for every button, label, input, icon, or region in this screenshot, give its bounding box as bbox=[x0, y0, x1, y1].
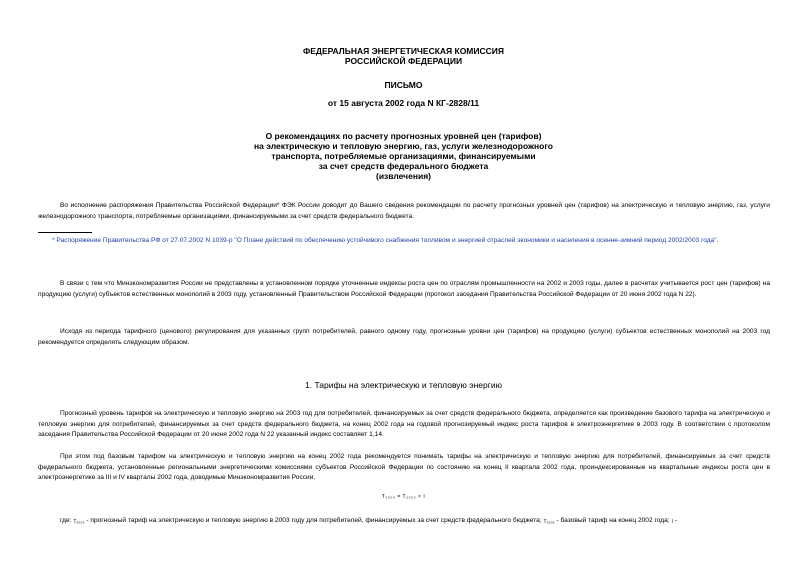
legend-prefix: где: bbox=[60, 517, 72, 524]
title-line-2: на электрическую и тепловую энергию, газ, услуги железнодорожного bbox=[253, 141, 553, 151]
document-title bbox=[0, 131, 807, 181]
title-line-4: за счет средств федерального бюджета bbox=[318, 161, 489, 171]
footnote[interactable] bbox=[38, 236, 770, 247]
legend-item-forecast: - прогнозный тариф на электрическую и тепловую энергию в 2003 году для потребителей, финансируемых за счет средств федерального бюджета; bbox=[86, 517, 542, 524]
legend-item-index: - bbox=[674, 517, 677, 524]
formula-symbol-icon: T₂₀₀₂ bbox=[543, 519, 555, 525]
organization-name bbox=[0, 46, 807, 66]
tariff-formula: T₂₀₀₃ = T₂₀₀₂ × I bbox=[381, 494, 426, 500]
org-line-2: РОССИЙСКОЙ ФЕДЕРАЦИИ bbox=[344, 56, 463, 66]
paragraph-indices: В связи с тем что Минэкономразвития России не представлены в установленном порядке уточненные индексы роста цен по отраслям промышленности на 2002 и 2003 годы, далее в расчетах учитывается рост цен (тарифов) на продукцию (услуги) субъектов естественных монополий в 2003 году, установленный Правительством Российской Федерации (протокол заседания Правительства Российской Федерации от 20 июня 2002 года N 22). bbox=[38, 280, 770, 298]
paragraph-intro: Во исполнение распоряжения Правительства Российской Федерации* ФЭК России доводит до Вашего сведения рекомендации по расчету прогнозных уровней цен (тарифов) на электрическую и тепловую энергию, газ, услуги железнодорожного транспорта, потребляемые организациями, финансируемыми за счет средств федерального бюджета. bbox=[38, 202, 770, 220]
title-line-1: О рекомендациях по расчету прогнозных уровней цен (тарифов) bbox=[265, 131, 542, 141]
formula-symbol-icon: T₂₀₀₃ bbox=[73, 519, 85, 525]
org-line-1: ФЕДЕРАЛЬНАЯ ЭНЕРГЕТИЧЕСКАЯ КОМИССИЯ bbox=[302, 46, 504, 56]
section-title-1: 1. Тарифы на электрическую и тепловую энергию bbox=[305, 380, 502, 390]
paragraph-period: Исходя из периода тарифного (ценового) регулирования для указанных групп потребителей, равного одному году, прогнозные уровни цен (тарифов) на продукцию (услуги) субъектов естественных монополий на 2003 год рекомендуется определять следующим образом. bbox=[38, 328, 770, 346]
document-date-number: от 15 августа 2002 года N КГ-2828/11 bbox=[327, 98, 480, 108]
footnote-separator bbox=[38, 232, 92, 233]
title-line-5: (извлечения) bbox=[375, 171, 431, 181]
legend-item-base: - базовый тариф на конец 2002 года; bbox=[556, 517, 670, 524]
footnote-link[interactable]: * Распоряжение Правительства РФ от 27.07.2002 N 1039-р "О Плане действий по обеспечению устойчивого снабжения топливом и энергией отраслей экономики и населения в осенне-зимний период 2002/2003 года". bbox=[52, 237, 719, 244]
paragraph-base-tariff: При этом под базовым тарифом на электрическую и тепловую энергию на конец 2002 года рекомендуется понимать тарифы на электрическую и тепловую энергию для потребителей, финансируемых за счет средств федерального бюджета, установленные региональными энергетическими комиссиями субъектов Российской Федерации по состоянию на конец II квартала 2002 года, проиндексированные на квартальные индексы роста цен в электроэнергетике за III и IV кварталы 2002 года, доводимые Минэкономразвития России. bbox=[38, 453, 770, 481]
title-line-3: транспорта, потребляемые организациями, финансируемыми bbox=[271, 151, 536, 161]
paragraph-formula-legend bbox=[38, 516, 770, 528]
formula-symbol-icon: I bbox=[671, 519, 673, 525]
paragraph-tariff-level: Прогнозный уровень тарифов на электрическую и тепловую энергию на 2003 год для потребителей, финансируемых за счет средств федерального бюджета, определяется как произведение базового тарифа на электрическую и тепловую энергию для потребителей, финансируемых за счет средств федерального бюджета, на конец 2002 года на годовой прогнозируемый индекс роста тарифов в электроэнергетике в 2003 году. В соответствии с протоколом заседания Правительства Российской Федерации от 20 июня 2002 года N 22 указанный индекс составляет 1,14. bbox=[38, 410, 770, 438]
document-type: ПИСЬМО bbox=[384, 80, 423, 90]
